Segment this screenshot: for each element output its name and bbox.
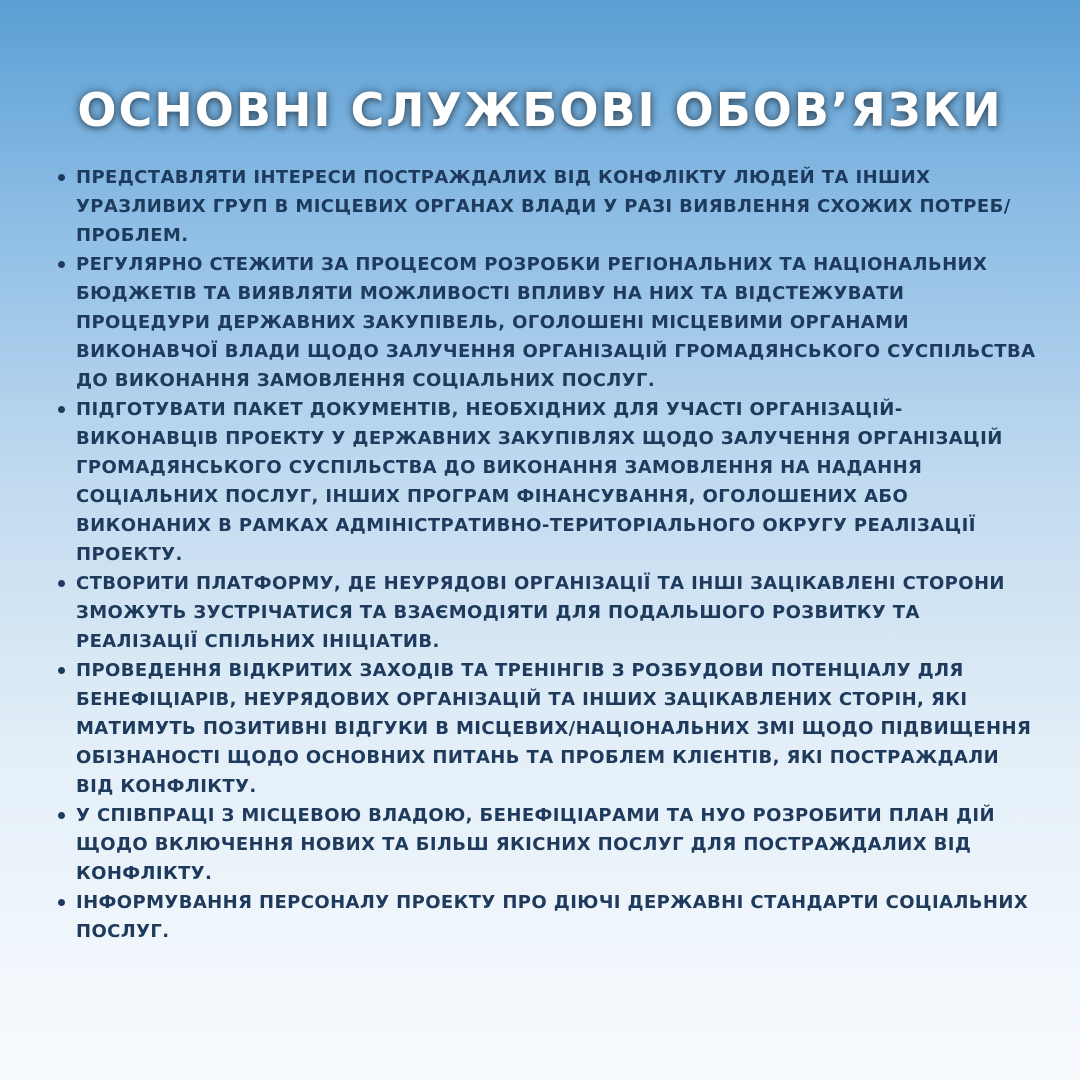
duty-text: ІНФОРМУВАННЯ ПЕРСОНАЛУ ПРОЕКТУ ПРО ДІЮЧІ ДЕРЖАВНІ СТАНДАРТИ СОЦІАЛЬНИХ ПОСЛУГ. [76,892,1029,942]
page-title: ОСНОВНІ СЛУЖБОВІ ОБОВ’ЯЗКИ [77,83,1003,137]
list-item [58,656,1043,801]
duties-list [58,163,1043,946]
duty-text: ПІДГОТУВАТИ ПАКЕТ ДОКУМЕНТІВ, НЕОБХІДНИХ ДЛЯ УЧАСТІ ОРГАНІЗАЦІЙ-ВИКОНАВЦІВ ПРОЕКТУ У ДЕРЖАВНИХ ЗАКУПІВЛЯХ ЩОДО ЗАЛУЧЕННЯ ОРГАНІЗАЦІЙ ГРОМАДЯНСЬКОГО СУСПІЛЬСТВА ДО ВИКОНАННЯ ЗАМОВЛЕННЯ НА НАДАННЯ СОЦІАЛЬНИХ ПОСЛУГ, ІНШИХ ПРОГРАМ ФІНАНСУВАННЯ, ОГОЛОШЕНИХ АБО ВИКОНАНИХ В РАМКАХ АДМІНІСТРАТИВНО-ТЕРИТОРІАЛЬНОГО ОКРУГУ РЕАЛІЗАЦІЇ ПРОЕКТУ. [76,399,1003,565]
bullet-icon [58,812,65,819]
bullet-icon [58,580,65,587]
list-item [58,888,1043,946]
list-item [58,163,1043,250]
list-item [58,801,1043,888]
duty-text: РЕГУЛЯРНО СТЕЖИТИ ЗА ПРОЦЕСОМ РОЗРОБКИ РЕГІОНАЛЬНИХ ТА НАЦІОНАЛЬНИХ БЮДЖЕТІВ ТА ВИЯВЛЯТИ МОЖЛИВОСТІ ВПЛИВУ НА НИХ ТА ВІДСТЕЖУВАТИ ПРОЦЕДУРИ ДЕРЖАВНИХ ЗАКУПІВЕЛЬ, ОГОЛОШЕНІ МІСЦЕВИМИ ОРГАНАМИ ВИКОНАВЧОЇ ВЛАДИ ЩОДО ЗАЛУЧЕННЯ ОРГАНІЗАЦІЙ ГРОМАДЯНСЬКОГО СУСПІЛЬСТВА ДО ВИКОНАННЯ ЗАМОВЛЕННЯ СОЦІАЛЬНИХ ПОСЛУГ. [76,254,1036,391]
duty-text: ПРОВЕДЕННЯ ВІДКРИТИХ ЗАХОДІВ ТА ТРЕНІНГІВ З РОЗБУДОВИ ПОТЕНЦІАЛУ ДЛЯ БЕНЕФІЦІАРІВ, НЕУРЯДОВИХ ОРГАНІЗАЦІЙ ТА ІНШИХ ЗАЦІКАВЛЕНИХ СТОРІН, ЯКІ МАТИМУТЬ ПОЗИТИВНІ ВІДГУКИ В МІСЦЕВИХ/НАЦІОНАЛЬНИХ ЗМІ ЩОДО ПІДВИЩЕННЯ ОБІЗНАНОСТІ ЩОДО ОСНОВНИХ ПИТАНЬ ТА ПРОБЛЕМ КЛІЄНТІВ, ЯКІ ПОСТРАЖДАЛИ ВІД КОНФЛІКТУ. [76,660,1032,797]
duty-text: ПРЕДСТАВЛЯТИ ІНТЕРЕСИ ПОСТРАЖДАЛИХ ВІД КОНФЛІКТУ ЛЮДЕЙ ТА ІНШИХ УРАЗЛИВИХ ГРУП В МІСЦЕВИХ ОРГАНАХ ВЛАДИ У РАЗІ ВИЯВЛЕННЯ СХОЖИХ ПОТРЕБ/ПРОБЛЕМ. [76,167,1011,246]
bullet-icon [58,261,65,268]
list-item [58,250,1043,395]
bullet-icon [58,899,65,906]
duty-text: У СПІВПРАЦІ З МІСЦЕВОЮ ВЛАДОЮ, БЕНЕФІЦІАРАМИ ТА НУО РОЗРОБИТИ ПЛАН ДІЙ ЩОДО ВКЛЮЧЕННЯ НОВИХ ТА БІЛЬШ ЯКІСНИХ ПОСЛУГ ДЛЯ ПОСТРАЖДАЛИХ ВІД КОНФЛІКТУ. [76,805,995,884]
bullet-icon [58,667,65,674]
bullet-icon [58,174,65,181]
bullet-icon [58,406,65,413]
list-item [58,569,1043,656]
duty-text: СТВОРИТИ ПЛАТФОРМУ, ДЕ НЕУРЯДОВІ ОРГАНІЗАЦІЇ ТА ІНШІ ЗАЦІКАВЛЕНІ СТОРОНИ ЗМОЖУТЬ ЗУСТРІЧАТИСЯ ТА ВЗАЄМОДІЯТИ ДЛЯ ПОДАЛЬШОГО РОЗВИТКУ ТА РЕАЛІЗАЦІЇ СПІЛЬНИХ ІНІЦІАТИВ. [76,573,1005,652]
list-item [58,395,1043,569]
